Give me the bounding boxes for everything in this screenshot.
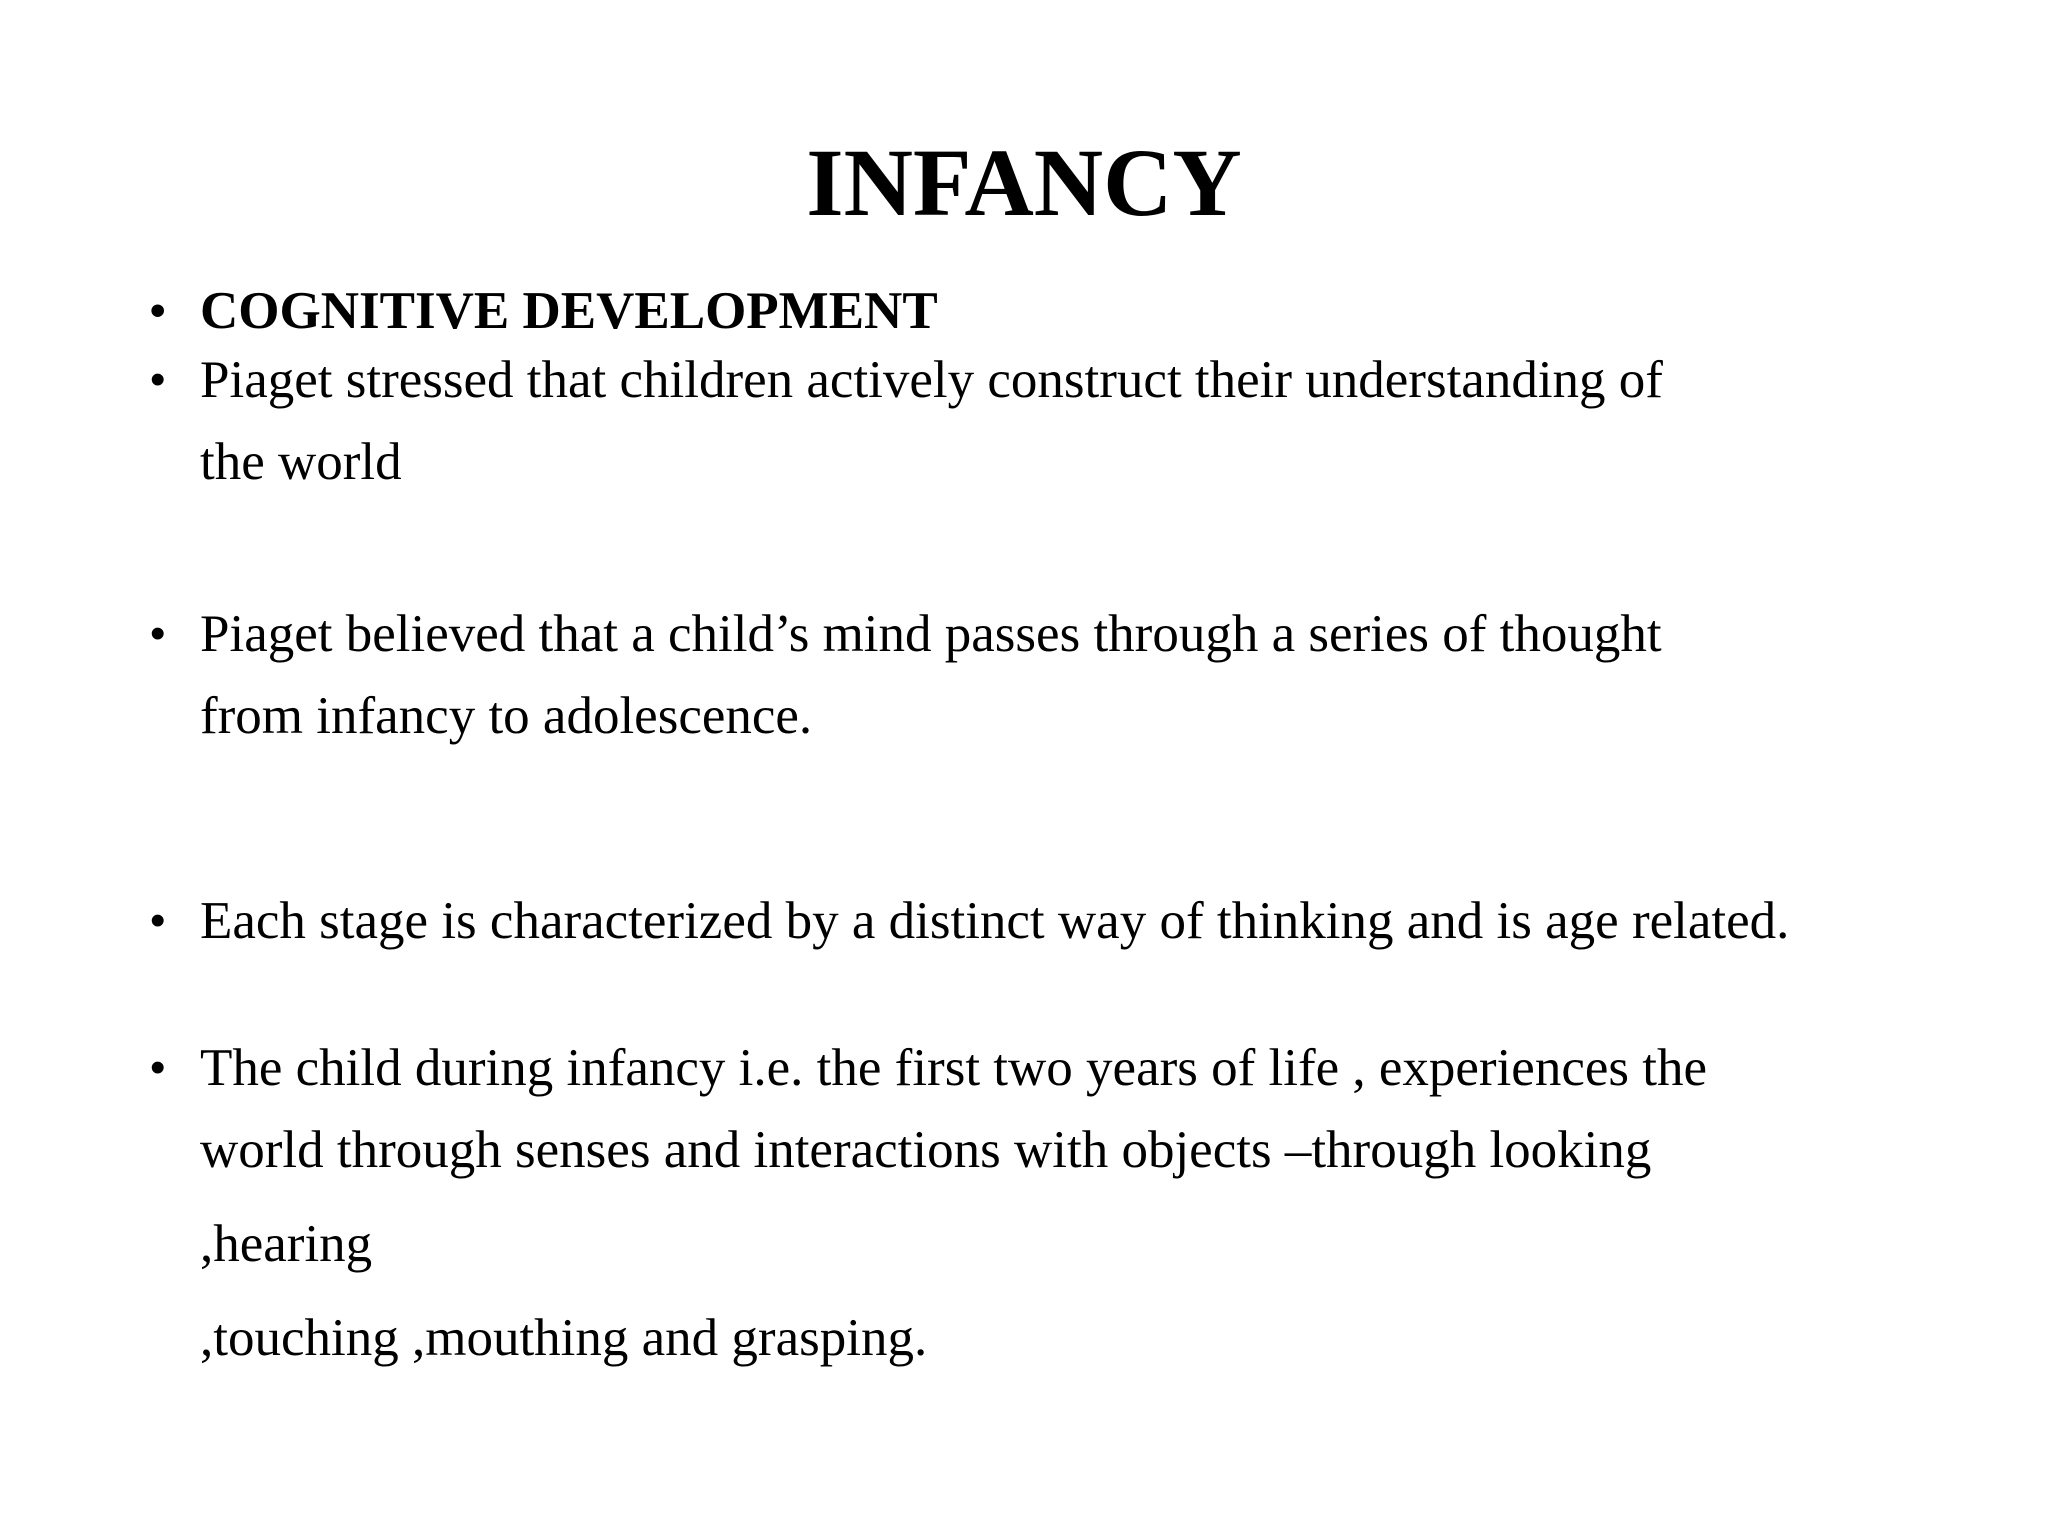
- bullet-dot: •: [150, 896, 166, 945]
- bullet-text-line: ,touching ,mouthing and grasping.: [200, 1309, 928, 1367]
- bullet-text-line: Piaget believed that a child’s mind passes through a series of thought: [200, 605, 1662, 663]
- bullet-each-stage: [150, 880, 1960, 962]
- bullet-text-line: Each stage is characterized by a distinct way of thinking and is age related.: [200, 892, 1790, 950]
- bullet-dot: •: [150, 609, 166, 658]
- bullet-text-line: world through senses and interactions with objects –through looking: [200, 1121, 1652, 1179]
- bullet-child-during-infancy: [150, 1027, 1960, 1379]
- bullet-dot: •: [150, 286, 166, 335]
- bullet-piaget-stressed: [150, 339, 1960, 503]
- bullet-text-line: from infancy to adolescence.: [200, 687, 813, 745]
- bullet-text-line: The child during infancy i.e. the first two years of life , experiences the: [200, 1039, 1708, 1097]
- bullet-text-line: Piaget stressed that children actively construct their understanding of: [200, 351, 1663, 409]
- slide-title: INFANCY: [806, 129, 1242, 236]
- bullet-dot: •: [150, 1043, 166, 1092]
- bullet-text: COGNITIVE DEVELOPMENT: [200, 282, 938, 340]
- bullet-text-line: the world: [200, 433, 402, 491]
- bullet-dot: •: [150, 355, 166, 404]
- bullet-piaget-believed: [150, 593, 1960, 757]
- bullet-text-line: ,hearing: [200, 1215, 373, 1273]
